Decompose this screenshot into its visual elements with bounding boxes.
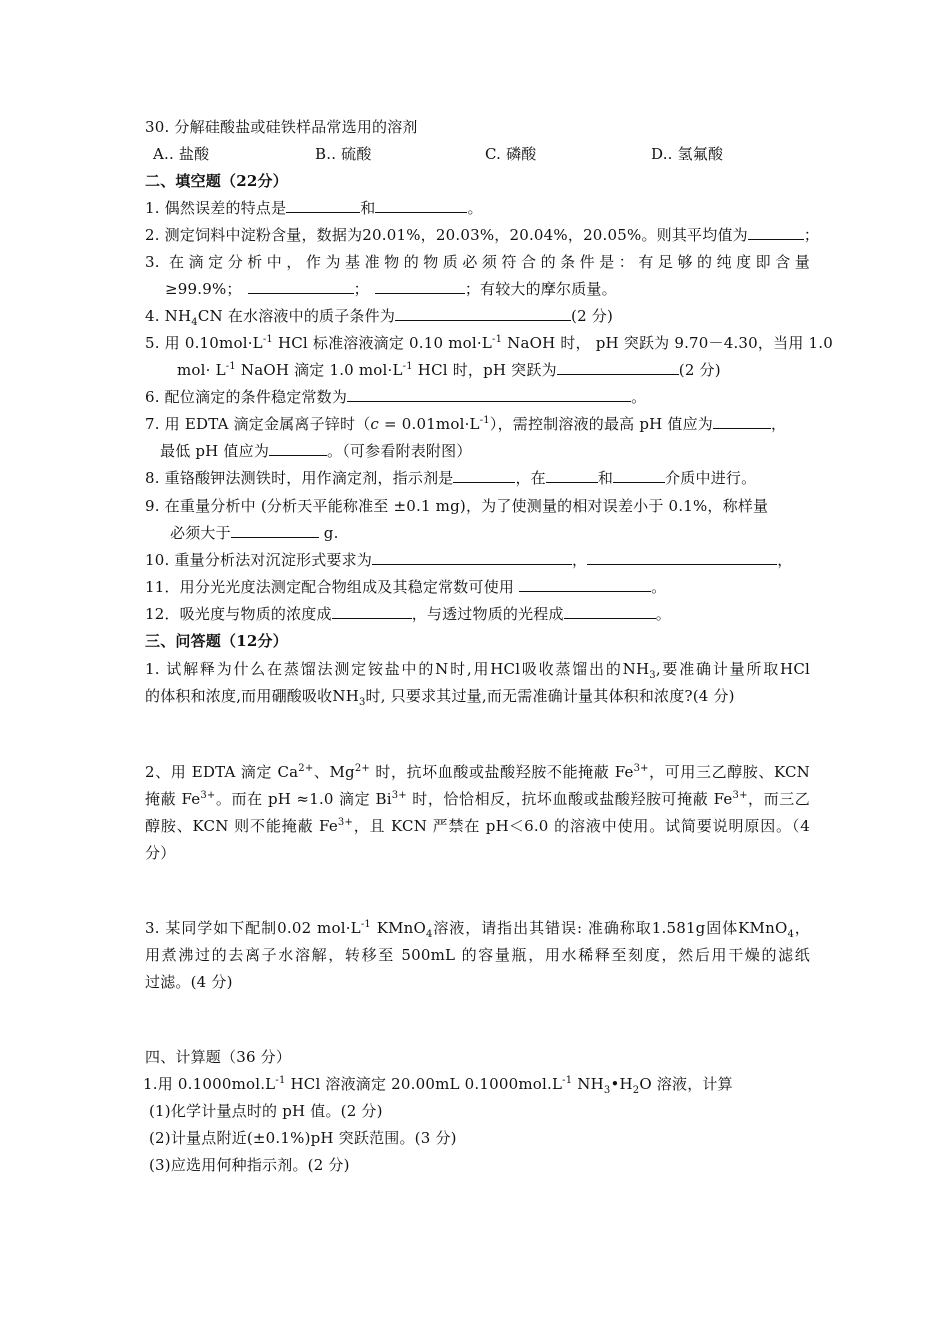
superscript: 3+	[633, 763, 649, 774]
fill-q8-text: ，在	[515, 469, 546, 487]
fill-q5-text: NaOH 滴定 1.0 mol·L	[235, 361, 403, 379]
fill-q7-text: = 0.01mol·L	[379, 415, 480, 433]
subscript: 3	[603, 1085, 611, 1096]
fill-q12	[145, 604, 810, 624]
fill-q1-text: 1. 偶然误差的特点是	[145, 199, 287, 217]
subscript: 3	[358, 697, 366, 708]
qa-q1-text: 1. 试解释为什么在蒸馏法测定铵盐中的N时,用HCl吸收蒸馏出的NH	[145, 660, 650, 678]
fill-q5-line2	[177, 360, 842, 380]
fill-q2	[145, 225, 820, 245]
calc-q1-part1: (1)化学计量点时的 pH 值。(2 分)	[149, 1102, 383, 1120]
fill-q3-line2	[165, 279, 830, 299]
superscript: 2+	[354, 763, 370, 774]
fill-q4	[145, 306, 810, 326]
fill-q3-text: ≥99.9%；	[165, 280, 242, 298]
superscript: -1	[402, 361, 413, 372]
fill-q11	[145, 577, 810, 597]
qa-q3-line1	[145, 918, 810, 938]
fill-q6	[145, 387, 810, 407]
fill-q12-text: 12．吸光度与物质的浓度成	[145, 605, 332, 623]
qa-q3-line2: 用煮沸过的去离子水溶解，转移至 500mL 的容量瓶，用水稀释至刻度，然后用干燥的滤纸	[145, 946, 810, 964]
answer-blank	[231, 523, 319, 538]
qa-q2-text: 、Mg	[313, 763, 355, 781]
subscript: 3	[649, 670, 656, 681]
qa-q2-text: 时，抗坏血酸或盐酸羟胺不能掩蔽 Fe	[369, 763, 634, 781]
calc-q1-text: NH	[572, 1075, 604, 1093]
qa-q3-text: 溶液，请指出其错误: 准确称取1.581g固体KMnO	[432, 919, 788, 937]
answer-blank	[587, 550, 777, 565]
q30-option-c: C. 磷酸	[485, 145, 537, 163]
calc-q1-part3: (3)应选用何种指示剂。(2 分)	[149, 1156, 350, 1174]
fill-q5-line1	[145, 333, 833, 353]
qa-q3-text: KMnO	[370, 919, 427, 937]
answer-blank	[375, 198, 467, 213]
fill-q10	[145, 550, 810, 570]
fill-q7-line1	[145, 414, 810, 434]
calc-q1-stem	[143, 1074, 808, 1094]
section-4-title: 四、计算题（36 分）	[145, 1048, 292, 1066]
calc-q1-text: 1.用 0.1000mol.L	[143, 1075, 276, 1093]
qa-q1-line2	[145, 686, 810, 706]
q30-option-b: B.. 硫酸	[315, 145, 372, 163]
fill-q8	[145, 468, 810, 488]
calc-q1-text: O 溶液，计算	[639, 1075, 733, 1093]
section-3-title: 三、问答题（12分）	[145, 632, 288, 650]
superscript: -1	[562, 1075, 573, 1086]
qa-q2-text: 醇胺、KCN 则不能掩蔽 Fe	[145, 817, 338, 835]
fill-q10-text: ，	[777, 551, 793, 569]
superscript: 3+	[391, 790, 407, 801]
superscript: -1	[262, 334, 273, 345]
subscript: 4	[787, 929, 795, 940]
fill-q1-text: 和	[360, 199, 376, 217]
calc-q1-part2: (2)计量点附近(±0.1%)pH 突跃范围。(3 分)	[149, 1129, 457, 1147]
fill-q4-text: (2 分)	[571, 307, 614, 325]
fill-q9-line2	[170, 523, 835, 543]
answer-blank	[332, 604, 412, 619]
qa-q2-text: ，且 KCN 严禁在 pH＜6.0 的溶液中使用。试简要说明原因。（4	[353, 817, 810, 835]
fill-q2-text: ；	[803, 226, 820, 244]
fill-q9-text: g.	[318, 524, 339, 542]
subscript: 4	[191, 317, 198, 328]
fill-q3-text: ；有较大的摩尔质量。	[464, 280, 617, 298]
qa-q1-text: 的体积和浓度,而用硼酸吸收NH	[145, 687, 359, 705]
fill-q5-text: HCl 时，pH 突跃为	[412, 361, 557, 379]
answer-blank	[395, 306, 571, 321]
section-2-title: 二、填空题（22分）	[145, 172, 288, 190]
answer-blank	[375, 279, 465, 294]
fill-q7-text: ，	[771, 415, 787, 433]
fill-q9-text: 必须大于	[170, 524, 231, 542]
fill-q9-line1: 9. 在重量分析中 (分析天平能称准至 ±0.1 mg)，为了使测量的相对误差小于 0.1%，称样量	[145, 497, 769, 515]
qa-q3-text: ，	[794, 919, 811, 937]
answer-blank	[519, 577, 651, 592]
fill-q10-text: 10. 重量分析法对沉淀形式要求为	[145, 551, 373, 569]
superscript: -1	[492, 334, 503, 345]
fill-q1-text: 。	[467, 199, 483, 217]
q30-option-a: A.. 盐酸	[153, 145, 210, 163]
superscript: -1	[360, 919, 371, 930]
concentration-variable: c	[370, 415, 380, 433]
fill-q7-text: 。（可参看附表附图）	[327, 442, 472, 460]
fill-q5-text: 5. 用 0.10mol·L	[145, 334, 263, 352]
qa-q2-line3	[145, 816, 810, 836]
fill-q5-text: HCl 标准溶液滴定 0.10 mol·L	[272, 334, 492, 352]
fill-q4-text: 4. NH	[145, 307, 192, 325]
fill-q11-text: 。	[651, 578, 667, 596]
qa-q2-line1	[145, 762, 810, 782]
fill-q5-text: (2 分)	[678, 361, 721, 379]
superscript: -1	[225, 361, 236, 372]
qa-q2-text: 掩蔽 Fe	[145, 790, 201, 808]
qa-q3-text: 3. 某同学如下配制0.02 mol·L	[145, 919, 361, 937]
calc-q1-text: HCl 溶液滴定 20.00mL 0.1000mol.L	[285, 1075, 563, 1093]
answer-blank	[347, 387, 631, 402]
fill-q3-text: ；	[353, 280, 369, 298]
superscript: -1	[479, 415, 490, 426]
fill-q8-text: 和	[597, 469, 614, 487]
fill-q5-text: mol· L	[177, 361, 226, 379]
qa-q2-text: ，而三乙	[747, 790, 810, 808]
qa-q2-text: 时，恰恰相反，抗坏血酸或盐酸羟胺可掩蔽 Fe	[406, 790, 733, 808]
fill-q12-text: 。	[655, 605, 671, 623]
answer-blank	[546, 468, 598, 483]
qa-q1-text: 时, 只要求其过量,而无需准确计量其体积和浓度?(4 分)	[365, 687, 735, 705]
superscript: -1	[275, 1075, 286, 1086]
fill-q10-text: ，	[572, 551, 588, 569]
fill-q6-text: 6. 配位滴定的条件稳定常数为	[145, 388, 348, 406]
qa-q2-text: ，可用三乙醇胺、KCN	[648, 763, 811, 781]
qa-q1-line1	[145, 659, 810, 679]
qa-q2-text: 2、用 EDTA 滴定 Ca	[145, 763, 299, 781]
answer-blank	[613, 468, 665, 483]
superscript: 3+	[732, 790, 748, 801]
fill-q6-text: 。	[631, 388, 647, 406]
fill-q5-text: NaOH 时， pH 突跃为 9.70－4.30，当用 1.0	[502, 334, 833, 352]
q30-stem: 30. 分解硅酸盐或硅铁样品常选用的溶剂	[145, 118, 418, 136]
answer-blank	[557, 360, 679, 375]
superscript: 3+	[200, 790, 216, 801]
fill-q12-text: ，与透过物质的光程成	[411, 605, 564, 623]
fill-q7-text: ），需控制溶液的最高 pH 值应为	[489, 415, 713, 433]
qa-q2-line4: 分）	[145, 844, 176, 862]
fill-q3-line1: 3. 在滴定分析中，作为基准物的物质必须符合的条件是：有足够的纯度即含量	[145, 253, 810, 271]
answer-blank	[248, 279, 354, 294]
answer-blank	[453, 468, 515, 483]
qa-q2-text: 。而在 pH ≈1.0 滴定 Bi	[215, 790, 392, 808]
qa-q1-text: ,要准确计量所取HCl	[655, 660, 810, 678]
calc-q1-text: •H	[610, 1075, 633, 1093]
fill-q8-text: 8. 重铬酸钾法测铁时，用作滴定剂，指示剂是	[145, 469, 454, 487]
superscript: 2+	[298, 763, 314, 774]
fill-q7-text: 7. 用 EDTA 滴定金属离子锌时（	[145, 415, 371, 433]
fill-q7-line2	[160, 441, 825, 461]
answer-blank	[564, 604, 656, 619]
answer-blank	[372, 550, 572, 565]
qa-q2-line2	[145, 789, 810, 809]
fill-q1	[145, 198, 810, 218]
answer-blank	[269, 441, 327, 456]
answer-blank	[286, 198, 360, 213]
subscript: 4	[426, 929, 433, 940]
fill-q11-text: 11．用分光光度法测定配合物组成及其稳定常数可使用	[145, 578, 520, 596]
fill-q4-text: CN 在水溶液中的质子条件为	[197, 307, 396, 325]
fill-q2-text: 2. 测定饲料中淀粉含量，数据为20.01%，20.03%，20.04%，20.05%。则其平均值为	[145, 226, 748, 244]
superscript: 3+	[337, 817, 354, 828]
qa-q3-line3: 过滤。(4 分)	[145, 973, 233, 991]
fill-q8-text: 介质中进行。	[665, 469, 757, 487]
subscript: 2	[632, 1085, 640, 1096]
q30-option-d: D.. 氢氟酸	[651, 145, 724, 163]
answer-blank	[748, 225, 804, 240]
fill-q7-text: 最低 pH 值应为	[160, 442, 270, 460]
answer-blank	[713, 414, 771, 429]
